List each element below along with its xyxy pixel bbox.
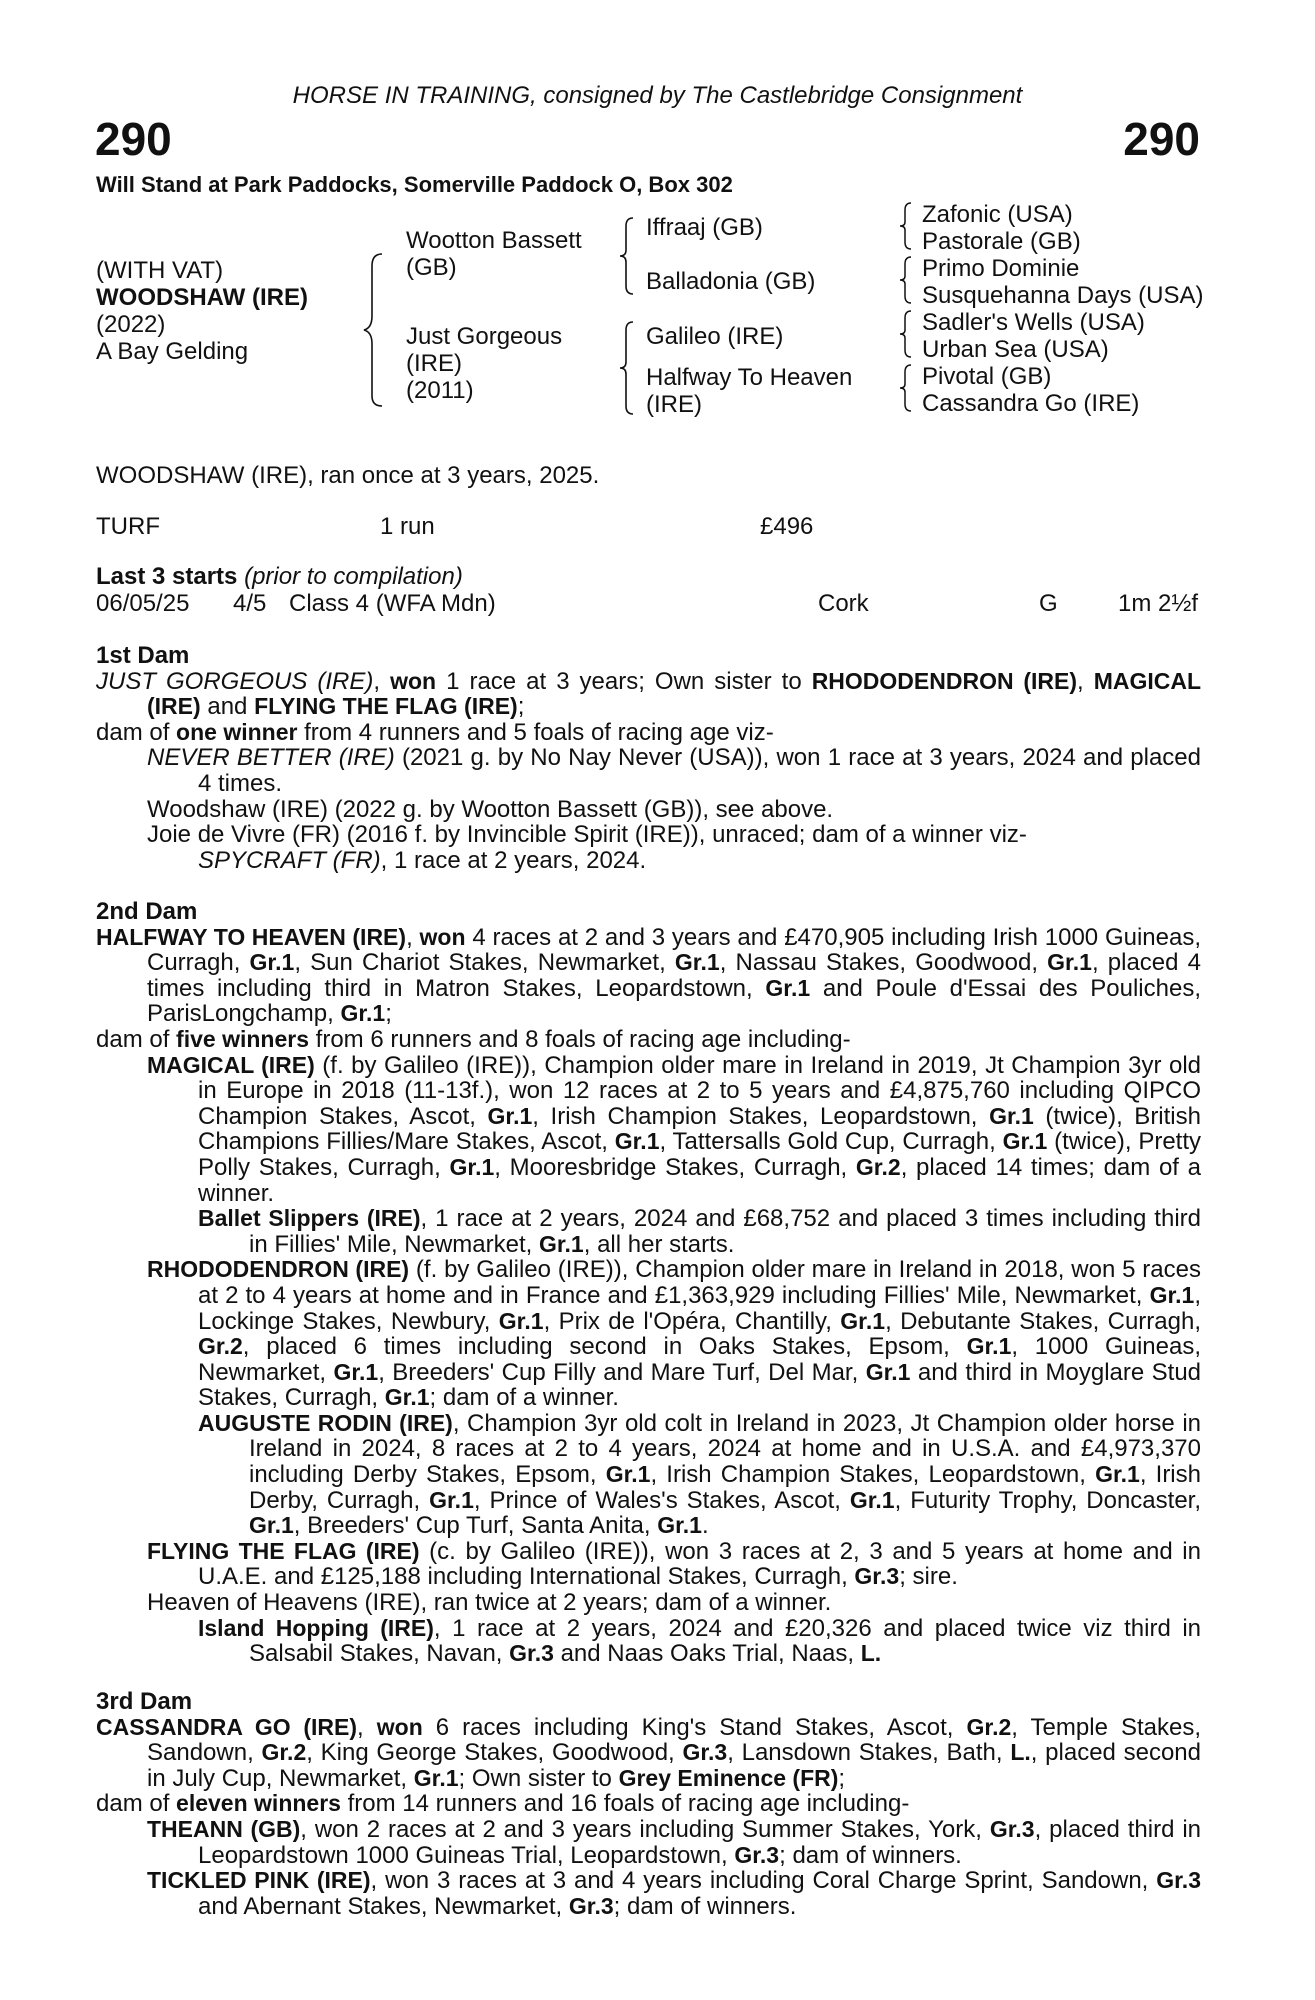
text-span: and Abernant Stakes, Newmarket, (198, 1892, 569, 1920)
start-going: G (1039, 590, 1058, 617)
vat-note: (WITH VAT) (96, 257, 224, 284)
grade-label: Gr.1 (249, 1512, 294, 1539)
text-span: , Prince of Wales's Stakes, Ascot, (473, 1486, 850, 1514)
dam-dam-country: (IRE) (646, 391, 702, 418)
text-span: ; Own sister to (458, 1764, 619, 1792)
grade-label: Gr.2 (198, 1333, 243, 1360)
text-span: 4 races at 2 and 3 years and £470,905 including Irish 1000 Guineas, Curragh, (147, 923, 1201, 977)
pedigree-brace-main (360, 250, 390, 410)
third-dam-entry: CASSANDRA GO (IRE), won 6 races including King's Stand Stakes, Ascot, Gr.2, Temple Stakes, Sandown, Gr.2, King George Stakes, Goodwood, Gr.3, Lansdown Stakes, Bath, L., placed second in July Cup, Newmarket, Gr.1; Own sister to Grey Eminence (FR); (96, 1713, 1202, 1792)
dam-dam-name: Halfway To Heaven (646, 364, 853, 391)
text-span: (f. by Galileo (IRE)), Champion older mare in Ireland in 2018, won 5 races at 2 to 4 years at home and in France and £1,363,929 including Fillies' Mile, Newmarket, (198, 1256, 1201, 1309)
stand-location: Will Stand at Park Paddocks, Somerville Paddock O, Box 302 (96, 172, 733, 197)
grade-label: Gr.1 (1149, 1281, 1195, 1308)
horse-year: (2022) (96, 311, 166, 338)
text-span: , placed 4 times including third in Matron Stakes, Leopardstown, (147, 949, 1201, 1002)
gen3-7: Pivotal (GB) (922, 363, 1052, 390)
third-dam-section (96, 1689, 1201, 1919)
grade-label: Gr.1 (429, 1486, 474, 1513)
grade-label: Gr.2 (855, 1153, 901, 1180)
text-span: , Champion 3yr old colt in Ireland in 2023, Jt Champion older horse in Ireland in 2024, 8 races at 2 to 4 years, 2024 at home and in U.S.A. and £4,973,370 including Derby Stakes, Epsom, (249, 1409, 1201, 1489)
text-span: , won 3 races at 3 and 4 years including Coral Charge Sprint, Sandown, (370, 1867, 1157, 1895)
produce-name: TICKLED PINK (IRE) (147, 1867, 371, 1894)
first-dam-name: JUST GORGEOUS (IRE) (96, 667, 374, 695)
pedigree-brace-g2 (897, 254, 915, 306)
text-span: , Lansdown Stakes, Bath, (727, 1739, 1011, 1767)
grade-label: Gr.1 (487, 1102, 533, 1129)
first-dam-section (96, 643, 1201, 873)
produce-name: MAGICAL (IRE) (147, 1051, 315, 1078)
text-span: , (1076, 667, 1084, 695)
produce-item (96, 1616, 1201, 1667)
produce-name: THEANN (GB) (147, 1815, 301, 1842)
text-span: , 1 race at 2 years, 2024 and £20,326 and placed twice viz third in Salsabil Stakes, Navan, (249, 1614, 1201, 1668)
text-span: and Naas Oaks Trial, Naas, (553, 1640, 861, 1668)
grade-label: Gr.3 (509, 1640, 554, 1667)
relative-name: FLYING THE FLAG (IRE) (254, 693, 518, 720)
text-span: , placed 6 times including second in Oaks Stakes, Epsom, (242, 1333, 967, 1361)
gen3-5: Sadler's Wells (USA) (922, 309, 1145, 336)
text-span: , King George Stakes, Goodwood, (306, 1739, 683, 1767)
lot-number-left: 290 (95, 113, 172, 165)
text-span: , 1 race at 2 years, 2024. (380, 846, 647, 874)
grade-label: L. (860, 1640, 882, 1667)
last-starts-note: (prior to compilation) (244, 563, 463, 590)
grade-label: Gr.1 (333, 1358, 379, 1385)
second-dam-produce-line (96, 1027, 1201, 1053)
first-dam-produce-line (96, 720, 1201, 746)
text-span: from 4 runners and 5 foals of racing age viz- (297, 718, 774, 746)
record-runs: 1 run (380, 513, 435, 540)
won-label: won (390, 667, 437, 694)
horse-name: WOODSHAW (IRE) (96, 284, 308, 311)
text-span: , Debutante Stakes, Curragh, (885, 1307, 1201, 1335)
produce-item (96, 745, 1201, 796)
produce-name: AUGUSTE RODIN (IRE) (198, 1409, 453, 1436)
text-span: (c. by Galileo (IRE)), won 3 races at 2, 3 and 5 years at home and in U.A.E. and £125,188 including International Stakes, Curragh, (198, 1537, 1201, 1591)
grade-label: Gr.3 (989, 1815, 1035, 1842)
text-span: (f. by Galileo (IRE)), Champion older mare in Ireland in 2019, Jt Champion 3yr old in Europe in 2018 (11-13f.), won 12 races at 2 to 5 years and £4,875,760 including QIPCO Champion Stakes, Ascot, (198, 1051, 1202, 1130)
pedigree-sire-dam: Balladonia (GB) (646, 268, 816, 295)
dam-name: Just Gorgeous (406, 323, 563, 350)
text-span: , all her starts. (583, 1230, 735, 1258)
gen3-1: Zafonic (USA) (922, 201, 1073, 228)
produce-item: Woodshaw (IRE) (2022 g. by Wootton Bassett (GB)), see above. (147, 795, 834, 823)
text-span: and (200, 693, 255, 721)
text-span: , placed 14 times; dam of a winner. (198, 1153, 1202, 1207)
text-span: from 14 runners and 16 foals of racing age including- (340, 1790, 910, 1818)
text-span: (2021 g. by No Nay Never (USA)), won 1 race at 3 years, 2024 and placed 4 times. (198, 744, 1201, 797)
lot-number-right: 290 (1123, 113, 1200, 165)
grade-label: Gr.1 (1047, 949, 1092, 976)
grade-label: Gr.1 (1002, 1128, 1048, 1155)
produce-item (96, 1206, 1201, 1257)
grade-label: Gr.1 (449, 1153, 495, 1180)
record-earnings: £496 (760, 513, 814, 540)
start-position: 4/5 (233, 590, 267, 617)
grade-label: Gr.1 (674, 949, 720, 976)
produce-item (96, 1411, 1201, 1539)
pedigree-brace-sire (617, 214, 637, 298)
grade-label: Gr.1 (384, 1384, 430, 1411)
produce-item: Heaven of Heavens (IRE), ran twice at 2 years; dam of a winner. (147, 1589, 832, 1617)
sire-country: (GB) (406, 254, 457, 281)
text-span: , Breeders' Cup Filly and Mare Turf, Del Mar, (378, 1358, 866, 1386)
text-span: , Mooresbridge Stakes, Curragh, (494, 1153, 856, 1181)
pedigree-gen3 (922, 201, 1203, 417)
winners-count: eleven winners (176, 1790, 341, 1817)
text-span: , Tattersalls Gold Cup, Curragh, (659, 1128, 1003, 1156)
produce-item (96, 1539, 1201, 1590)
produce-item (96, 1053, 1201, 1207)
second-dam-heading: 2nd Dam (96, 898, 198, 925)
text-span: ; (385, 1000, 392, 1028)
first-dam-entry: JUST GORGEOUS (IRE), won 1 race at 3 years; Own sister to RHODODENDRON (IRE), MAGICAL (IRE) and FLYING THE FLAG (IRE); (96, 667, 1202, 721)
relative-name: MAGICAL (IRE) (147, 667, 1202, 720)
grade-label: Gr.1 (605, 1461, 651, 1488)
grade-label: Gr.3 (568, 1892, 614, 1919)
produce-name: RHODODENDRON (IRE) (147, 1256, 410, 1283)
won-label: won (419, 923, 466, 950)
text-span: (twice), British Champions Fillies/Mare Stakes, Ascot, (198, 1102, 1201, 1156)
last-starts-heading (96, 564, 463, 590)
text-span: . (701, 1512, 709, 1540)
text-span: and third in Moyglare Stud Stakes, Curragh, (198, 1358, 1202, 1412)
grade-label: Gr.1 (340, 1000, 386, 1027)
pedigree-brace-g1 (897, 200, 915, 252)
produce-name: FLYING THE FLAG (IRE) (147, 1537, 420, 1564)
pedigree-dam-sire: Galileo (IRE) (646, 323, 784, 350)
dam-country: (IRE) (406, 350, 462, 377)
text-span: dam of (96, 1790, 177, 1818)
text-span: , Futurity Trophy, Doncaster, (894, 1486, 1202, 1514)
text-span: , Nassau Stakes, Goodwood, (719, 949, 1048, 977)
grade-label: Gr.3 (854, 1563, 900, 1590)
dam-year: (2011) (406, 377, 474, 404)
text-span: , won 2 races at 2 and 3 years including Summer Stakes, York, (300, 1815, 990, 1843)
grade-label: Gr.1 (498, 1307, 544, 1334)
third-dam-produce-line (96, 1791, 1201, 1817)
text-span: dam of (96, 1025, 177, 1053)
winners-count: one winner (176, 718, 298, 745)
text-span: , Irish Derby, Curragh, (249, 1461, 1201, 1514)
text-span: , 1 race at 2 years, 2024 and £68,752 and placed 3 times including third in Fillies' Mile, Newmarket, (249, 1205, 1201, 1258)
gen3-8: Cassandra Go (IRE) (922, 390, 1140, 417)
start-course: Cork (818, 590, 869, 617)
start-date: 06/05/25 (96, 590, 190, 617)
grade-label: Gr.2 (966, 1713, 1012, 1740)
relative-name: RHODODENDRON (IRE) (811, 667, 1077, 694)
grade-label: Gr.1 (413, 1764, 459, 1791)
grade-label: Gr.1 (249, 949, 295, 976)
text-span: , Prix de l'Opéra, Chantilly, (543, 1307, 841, 1335)
produce-item (96, 1257, 1201, 1411)
grade-label: Gr.3 (734, 1841, 780, 1868)
grade-label: Gr.1 (1095, 1461, 1140, 1488)
text-span: from 6 runners and 8 foals of racing age including- (308, 1025, 851, 1053)
third-dam-name: CASSANDRA GO (IRE) (96, 1713, 358, 1740)
second-dam-entry: HALFWAY TO HEAVEN (IRE), won 4 races at 2 and 3 years and £470,905 including Irish 1000 Guineas, Curragh, Gr.1, Sun Chariot Stakes, Newmarket, Gr.1, Nassau Stakes, Goodwood, Gr.1, placed 4 times including third in Matron Stakes, Leopardstown, Gr.1 and Poule d'Essai des Pouliches, ParisLongchamp, Gr.1; (96, 923, 1202, 1028)
grade-label: Gr.3 (682, 1739, 728, 1766)
text-span: ; (517, 693, 525, 721)
second-dam-name: HALFWAY TO HEAVEN (IRE) (96, 923, 407, 950)
grade-label: Gr.1 (840, 1307, 886, 1334)
text-span: ; dam of winners. (779, 1841, 962, 1869)
start-distance: 1m 2½f (1118, 590, 1199, 617)
gen3-4: Susquehanna Days (USA) (922, 282, 1204, 309)
produce-item (96, 1868, 1201, 1919)
pedigree-brace-g3 (897, 308, 915, 360)
text-span: dam of (96, 718, 177, 746)
gen3-2: Pastorale (GB) (922, 228, 1081, 255)
start-race: Class 4 (WFA Mdn) (289, 590, 496, 617)
pedigree-dam (406, 323, 562, 404)
record-surface: TURF (96, 513, 160, 540)
relative-name: Grey Eminence (FR) (618, 1764, 839, 1791)
produce-item: Joie de Vivre (FR) (2016 f. by Invincible Spirit (IRE)), unraced; dam of a winner viz- (147, 821, 1027, 849)
text-span: (twice), Pretty Polly Stakes, Curragh, (198, 1128, 1201, 1181)
grade-label: Gr.1 (614, 1128, 660, 1155)
pedigree-sire-sire: Iffraaj (GB) (646, 214, 763, 241)
pedigree-brace-g4 (897, 362, 915, 414)
produce-name: Island Hopping (IRE) (198, 1614, 434, 1641)
text-span: , Lockinge Stakes, Newbury, (198, 1281, 1201, 1335)
produce-name: Ballet Slippers (IRE) (198, 1205, 421, 1232)
pedigree-sire (406, 227, 582, 281)
horse-description: A Bay Gelding (96, 338, 249, 365)
grade-label: L. (1010, 1739, 1031, 1766)
produce-item (96, 1817, 1201, 1868)
produce-name: NEVER BETTER (IRE) (147, 744, 395, 772)
text-span: ; sire. (899, 1563, 958, 1591)
grade-label: Gr.1 (849, 1486, 895, 1513)
grade-label: Gr.1 (538, 1230, 584, 1257)
produce-item (96, 848, 1201, 874)
text-span: , placed second in July Cup, Newmarket, (147, 1739, 1202, 1792)
grade-label: Gr.2 (261, 1739, 307, 1766)
sire-name: Wootton Bassett (406, 227, 582, 254)
text-span: , Sun Chariot Stakes, Newmarket, (294, 949, 675, 977)
second-dam-section (96, 899, 1201, 1667)
grade-label: Gr.1 (989, 1102, 1034, 1129)
text-span: and Poule d'Essai des Pouliches, ParisLongchamp, (147, 974, 1202, 1028)
text-span: , Irish Champion Stakes, Leopardstown, (650, 1461, 1096, 1489)
text-span: , Irish Champion Stakes, Leopardstown, (532, 1102, 990, 1130)
third-dam-heading: 3rd Dam (96, 1688, 193, 1715)
text-span: ; (838, 1764, 846, 1792)
text-span: , 1000 Guineas, Newmarket, (198, 1333, 1201, 1386)
grade-label: Gr.1 (657, 1512, 702, 1539)
text-span: ; dam of winners. (613, 1892, 797, 1920)
winners-count: five winners (176, 1025, 309, 1052)
catalogue-header: HORSE IN TRAINING, consigned by The Castlebridge Consignment (292, 82, 1023, 109)
pedigree-brace-dam (617, 318, 637, 418)
grade-label: Gr.1 (765, 974, 811, 1001)
pedigree-dam-dam (646, 364, 852, 418)
text-span: , placed third in Leopardstown 1000 Guineas Trial, Leopardstown, (198, 1815, 1201, 1869)
text-span: , Temple Stakes, Sandown, (147, 1713, 1201, 1767)
grade-label: Gr.3 (1156, 1867, 1201, 1894)
gen3-6: Urban Sea (USA) (922, 336, 1109, 363)
last-starts-title: Last 3 starts (96, 563, 238, 590)
gen3-3: Primo Dominie (922, 255, 1080, 282)
won-label: won (376, 1713, 423, 1740)
grade-label: Gr.1 (865, 1358, 911, 1385)
horse-identity (96, 257, 308, 365)
grade-label: Gr.1 (966, 1333, 1012, 1360)
produce-name: SPYCRAFT (FR) (198, 846, 381, 874)
text-span: ; dam of a winner. (429, 1384, 619, 1412)
first-dam-heading: 1st Dam (96, 642, 190, 669)
race-summary: WOODSHAW (IRE), ran once at 3 years, 2025. (96, 462, 600, 489)
text-span: , Breeders' Cup Turf, Santa Anita, (293, 1512, 658, 1540)
text-span: 6 races including King's Stand Stakes, Ascot, (422, 1713, 967, 1741)
text-span: 1 race at 3 years; Own sister to (436, 667, 812, 695)
